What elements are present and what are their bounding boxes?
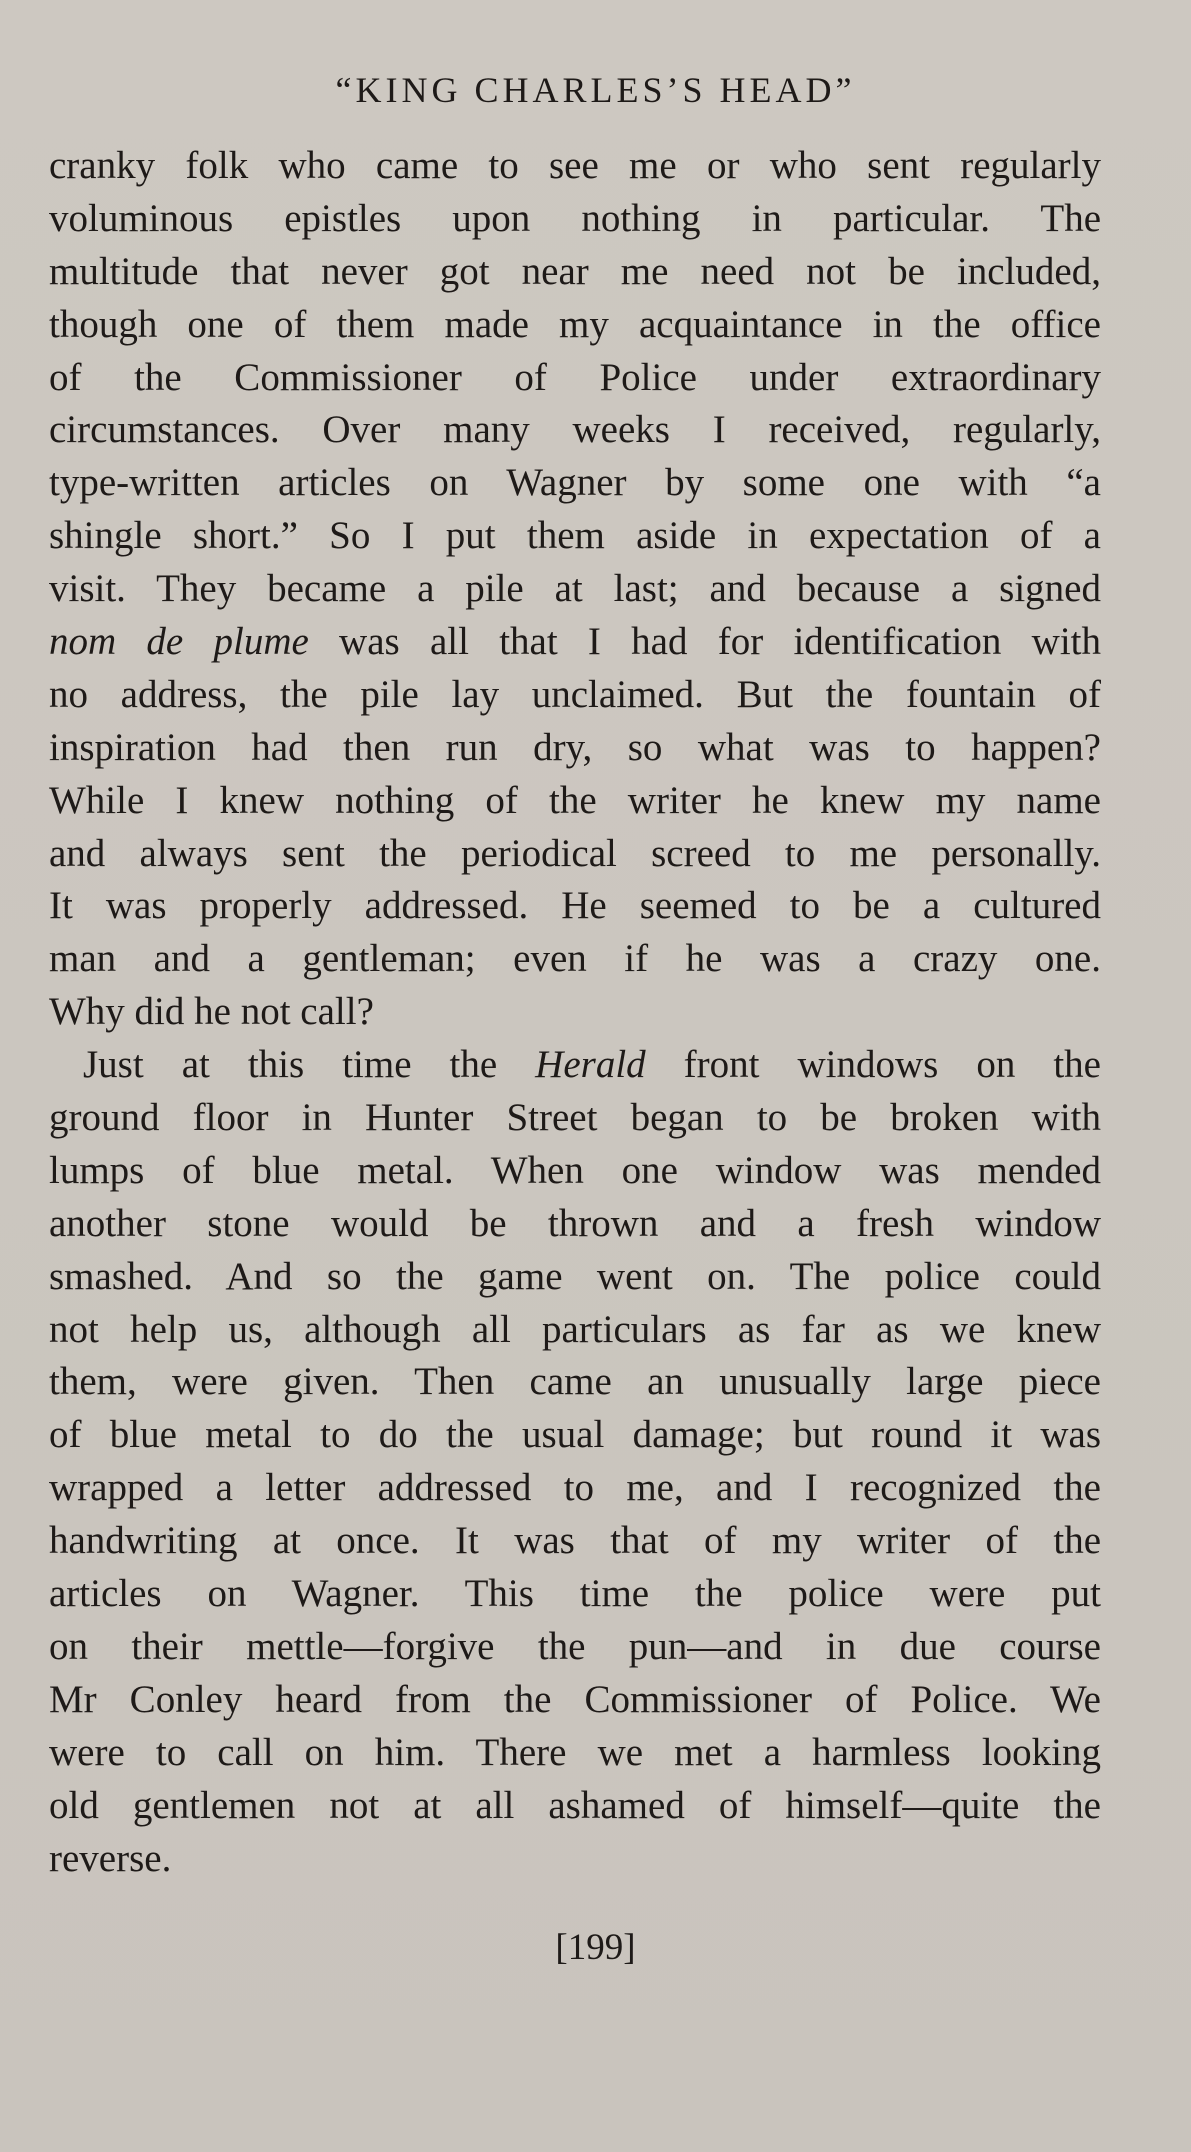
- italic-text: Herald: [535, 1043, 646, 1087]
- text-run: circumstances. Over many weeks I received, regularly,: [49, 408, 1101, 452]
- text-line: [49, 1092, 1101, 1145]
- text-run: visit. They became a pile at last; and because a signed: [49, 567, 1101, 611]
- text-line: [49, 616, 1101, 669]
- text-line: [49, 299, 1101, 352]
- text-run: ground floor in Hunter Street began to be broken with: [49, 1096, 1101, 1140]
- text-run: wrapped a letter addressed to me, and I recognized the: [49, 1466, 1101, 1510]
- text-run: were to call on him. There we met a harmless looking: [49, 1730, 1101, 1774]
- text-run: smashed. And so the game went on. The police could: [49, 1254, 1101, 1298]
- text-line: [49, 1304, 1101, 1357]
- text-line: [49, 510, 1101, 563]
- text-run: lumps of blue metal. When one window was mended: [49, 1148, 1101, 1192]
- text-run: articles on Wagner. This time the police were put: [49, 1572, 1101, 1616]
- text-line: [49, 669, 1101, 722]
- text-line: [49, 986, 1101, 1039]
- text-line: [49, 352, 1101, 405]
- body-text: [49, 140, 1101, 1885]
- text-line: [49, 775, 1101, 828]
- text-run: Just at this time the: [83, 1043, 536, 1087]
- text-line: [49, 1833, 1101, 1886]
- text-line: [49, 1568, 1101, 1621]
- text-line: [49, 722, 1101, 775]
- text-run: It was properly addressed. He seemed to be a cultured: [49, 884, 1101, 928]
- text-line: [49, 828, 1101, 881]
- italic-text: nom de plume: [49, 620, 309, 664]
- text-line: [49, 1462, 1101, 1515]
- text-run: multitude that never got near me need not be included,: [49, 249, 1101, 293]
- text-run: them, were given. Then came an unusually large piece: [49, 1360, 1101, 1404]
- text-run: Why did he not call?: [49, 990, 374, 1034]
- text-line: [49, 193, 1101, 246]
- text-line: [49, 1251, 1101, 1304]
- text-line: [49, 1409, 1101, 1462]
- text-run: voluminous epistles upon nothing in particular. The: [49, 196, 1101, 240]
- text-run: type-written articles on Wagner by some one with “a: [49, 461, 1101, 505]
- text-line: [49, 933, 1101, 986]
- text-run: of the Commissioner of Police under extraordinary: [49, 355, 1101, 399]
- text-run: While I knew nothing of the writer he knew my name: [49, 778, 1101, 822]
- text-line: [49, 1515, 1101, 1568]
- text-run: inspiration had then run dry, so what was to happen?: [49, 725, 1101, 769]
- text-run: front windows on the: [645, 1043, 1101, 1087]
- text-line: [49, 246, 1101, 299]
- text-run: was all that I had for identification with: [308, 620, 1101, 664]
- text-line: [49, 1674, 1101, 1727]
- text-run: on their mettle—forgive the pun—and in due course: [49, 1624, 1101, 1668]
- text-run: handwriting at once. It was that of my writer of the: [49, 1519, 1101, 1563]
- text-line: [49, 457, 1101, 510]
- text-line: [49, 1780, 1101, 1833]
- text-run: man and a gentleman; even if he was a crazy one.: [49, 937, 1101, 981]
- text-line: [49, 1621, 1101, 1674]
- running-head: “KING CHARLES’S HEAD”: [335, 70, 856, 110]
- text-run: though one of them made my acquaintance in the office: [49, 302, 1101, 346]
- text-line: [49, 404, 1101, 457]
- text-line: [49, 880, 1101, 933]
- text-run: not help us, although all particulars as far as we knew: [49, 1307, 1101, 1351]
- text-run: and always sent the periodical screed to me personally.: [49, 831, 1101, 875]
- text-run: another stone would be thrown and a fresh window: [49, 1201, 1101, 1245]
- text-run: no address, the pile lay unclaimed. But the fountain of: [49, 672, 1101, 716]
- text-line: [49, 1039, 1101, 1092]
- text-run: shingle short.” So I put them aside in expectation of a: [49, 514, 1101, 558]
- text-run: cranky folk who came to see me or who sent regularly: [49, 144, 1101, 187]
- text-line: [49, 1356, 1101, 1409]
- text-line: [49, 1145, 1101, 1198]
- text-line: [49, 1198, 1101, 1251]
- text-line: [49, 140, 1101, 193]
- text-run: of blue metal to do the usual damage; but round it was: [49, 1413, 1101, 1457]
- text-line: [49, 563, 1101, 616]
- page-number: [199]: [555, 1927, 636, 1968]
- text-run: old gentlemen not at all ashamed of himself—quite the: [49, 1783, 1101, 1827]
- text-run: Mr Conley heard from the Commissioner of Police. We: [49, 1677, 1101, 1721]
- text-line: [49, 1727, 1101, 1780]
- text-run: reverse.: [49, 1836, 172, 1880]
